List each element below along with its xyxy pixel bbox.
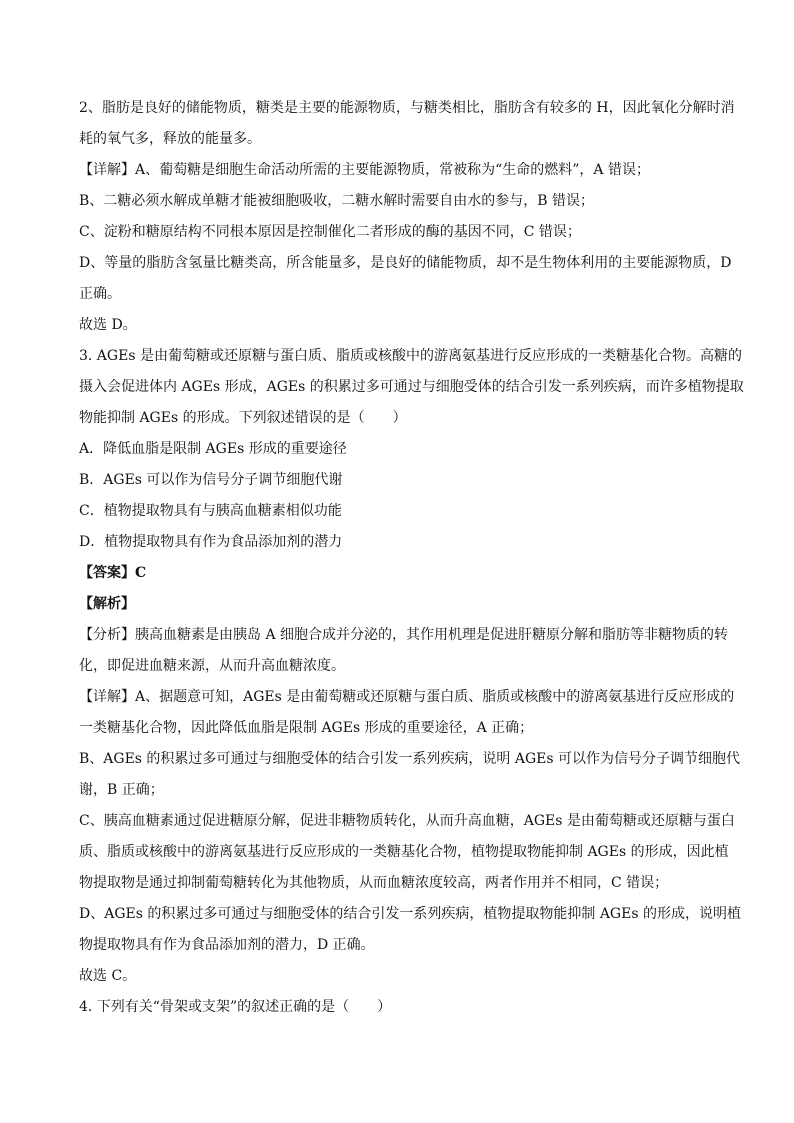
text-line: 2、脂肪是良好的储能物质，糖类是主要的能源物质，与糖类相比，脂肪含有较多的 H，因此氧化分解时消 [79, 100, 735, 116]
text-line: 耗的氧气多，释放的能量多。 [79, 131, 261, 147]
question-stem: 4. 下列有关“骨架或支架”的叙述正确的是（ ） [79, 999, 392, 1015]
text-line: C、胰高血糖素通过促进糖原分解，促进非糖物质转化，从而升高血糖，AGEs 是由葡萄糖或还原糖与蛋白 [79, 813, 735, 829]
option-a: A．降低血脂是限制 AGEs 形成的重要途径 [79, 441, 347, 457]
question-stem: 3. AGEs 是由葡萄糖或还原糖与蛋白质、脂质或核酸中的游离氨基进行反应形成的一类糖基化合物。高糖的 [79, 348, 742, 364]
text-line: 物提取物具有作为食品添加剂的潜力，D 正确。 [79, 937, 375, 953]
text-line: 【详解】A、据题意可知，AGEs 是由葡萄糖或还原糖与蛋白质、脂质或核酸中的游离氨基进行反应形成的 [79, 689, 735, 705]
text-line: 【详解】A、葡萄糖是细胞生命活动所需的主要能源物质，常被称为“生命的燃料”，A 错误； [79, 162, 650, 178]
option-b: B．AGEs 可以作为信号分子调节细胞代谢 [79, 472, 343, 488]
text-line: 谢，B 正确； [79, 782, 164, 798]
document-body [0, 93, 794, 1023]
text-line: B、AGEs 的积累过多可通过与细胞受体的结合引发一系列疾病，说明 AGEs 可以作为信号分子调节细胞代 [79, 751, 741, 767]
question-stem: 摄入会促进体内 AGEs 形成，AGEs 的积累过多可通过与细胞受体的结合引发一系列疾病，而许多植物提取 [79, 379, 744, 395]
text-line: 【分析】胰高血糖素是由胰岛 A 细胞合成并分泌的，其作用机理是促进肝糖原分解和脂肪等非糖物质的转 [79, 627, 729, 643]
text-line: D、AGEs 的积累过多可通过与细胞受体的结合引发一系列疾病，植物提取物能抑制 AGEs 的形成，说明植 [79, 906, 741, 922]
analysis-label: 【解析】 [79, 596, 135, 612]
text-line: 质、脂质或核酸中的游离氨基进行反应形成的一类糖基化合物，植物提取物能抑制 AGEs 的形成，因此植 [79, 844, 729, 860]
question-stem: 物能抑制 AGEs 的形成。下列叙述错误的是（ ） [79, 410, 407, 426]
text-line: 故选 C。 [79, 968, 137, 984]
text-line: D、等量的脂肪含氢量比糖类高，所含能量多，是良好的储能物质，却不是生物体利用的主要能源物质，D [79, 255, 732, 271]
option-d: D．植物提取物具有作为食品添加剂的潜力 [79, 534, 343, 550]
text-line: 故选 D。 [79, 317, 137, 333]
text-line: C、淀粉和糖原结构不同根本原因是控制催化二者形成的酶的基因不同，C 错误； [79, 224, 581, 240]
text-line: 物提取物是通过抑制葡萄糖转化为其他物质，从而血糖浓度较高，两者作用并不相同，C 错误； [79, 875, 669, 891]
answer-label: 【答案】C [79, 565, 147, 581]
text-line: 一类糖基化合物，因此降低血脂是限制 AGEs 形成的重要途径，A 正确； [79, 720, 534, 736]
option-c: C．植物提取物具有与胰高血糖素相似功能 [79, 503, 342, 519]
text-line: 正确。 [79, 286, 121, 302]
text-line: B、二糖必须水解成单糖才能被细胞吸收，二糖水解时需要自由水的参与，B 错误； [79, 193, 595, 209]
text-line: 化，即促进血糖来源，从而升高血糖浓度。 [79, 658, 345, 674]
